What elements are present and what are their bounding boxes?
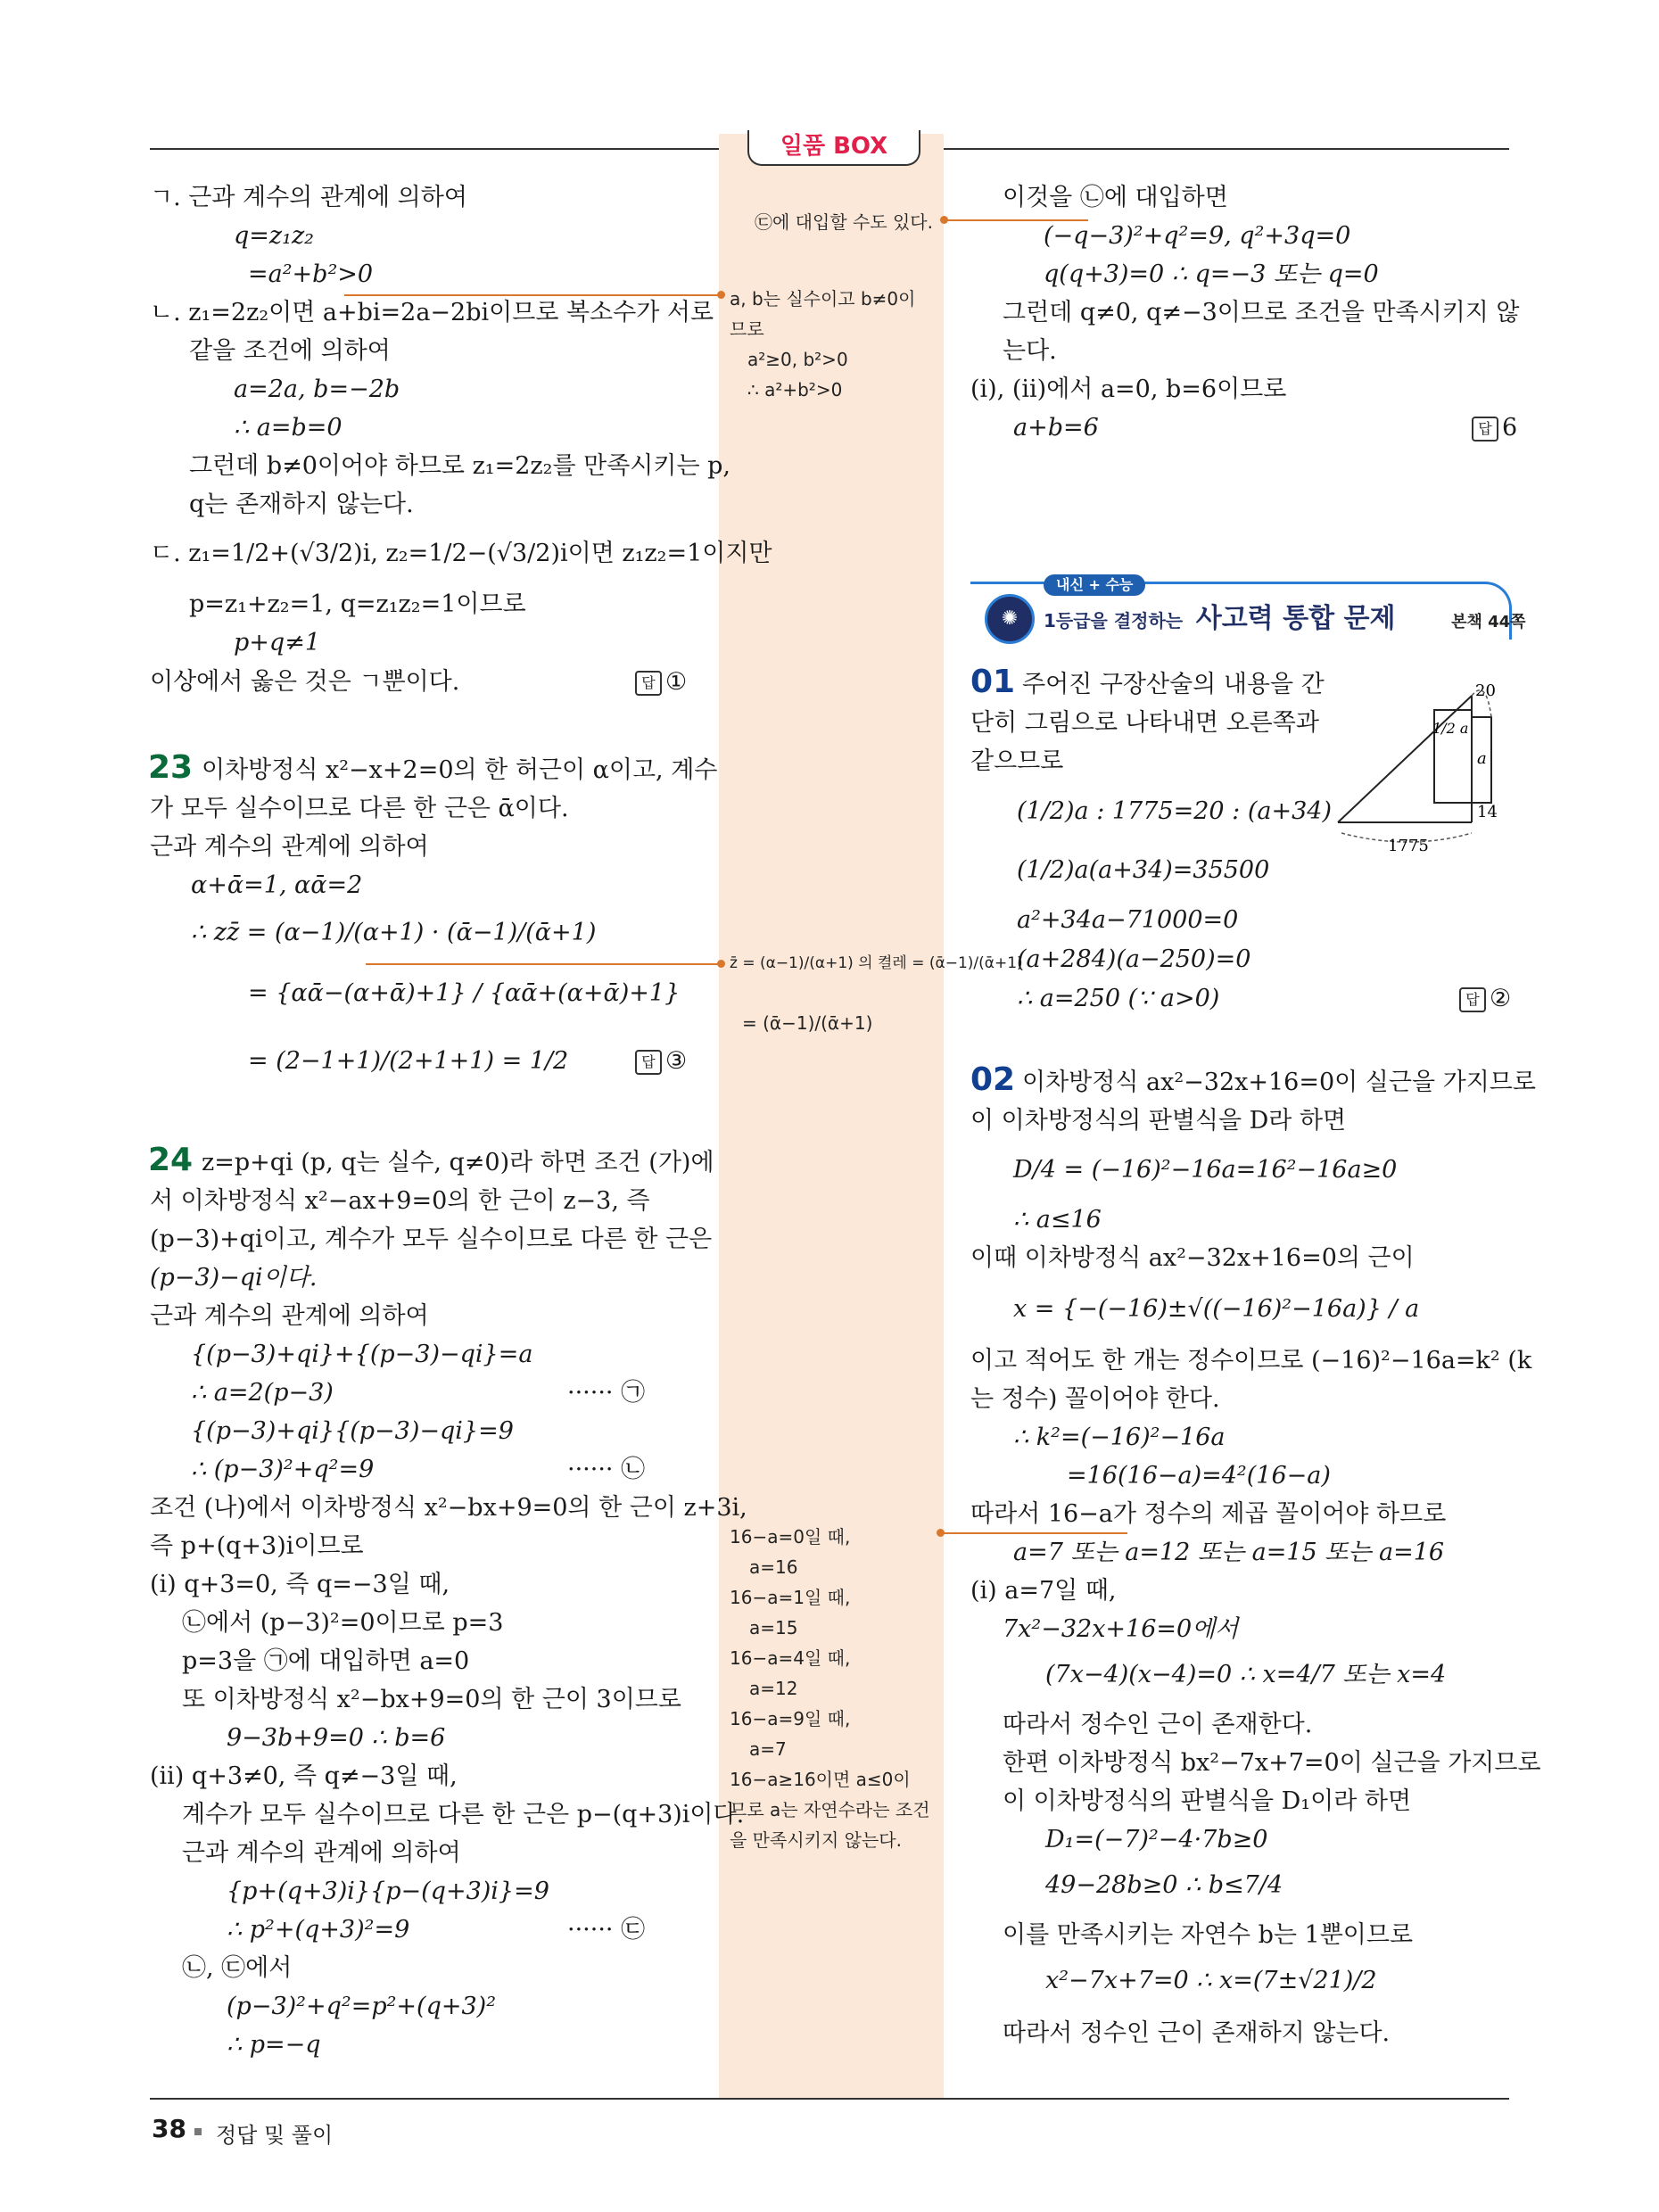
banner-subtitle: 1등급을 결정하는 (1044, 610, 1184, 631)
brain-icon: ✺ (985, 594, 1035, 644)
side-note: a=15 (749, 1617, 798, 1638)
side-note: ㉢에 대입할 수도 있다. (755, 211, 933, 233)
text-line: 같을 조건에 의하여 (189, 337, 391, 365)
math-line: (p−3)²+q²=p²+(q+3)² (227, 1993, 497, 2020)
answer-icon: 답 (1472, 417, 1498, 442)
answer-mark (1472, 414, 1517, 442)
text-line: 따라서 16−a가 정수의 제곱 꼴이어야 하므로 (970, 1500, 1447, 1528)
text-line: ㉡, ㉢에서 (182, 1954, 293, 1982)
text-line: 그런데 b≠0이어야 하므로 z₁=2z₂를 만족시키는 p, (189, 452, 730, 480)
math-line: (p−3)−qi이다. (150, 1264, 318, 1292)
figure-label-14: 14 (1477, 803, 1498, 821)
text-line: 이를 만족시키는 자연수 b는 1뿐이므로 (1003, 1921, 1414, 1949)
math-line: =a²+b²>0 (248, 260, 374, 288)
math-line: (7x−4)(x−4)=0 ∴ x=4/7 또는 x=4 (1045, 1661, 1447, 1688)
text-line: ㄱ. 근과 계수의 관계에 의하여 (150, 184, 467, 211)
text-line: 가 모두 실수이므로 다른 한 근은 ᾱ이다. (150, 795, 569, 822)
side-note: = (ᾱ−1)/(ᾱ+1) (742, 1012, 873, 1034)
side-note: 16−a=0일 때, (730, 1526, 851, 1548)
math-line: (1/2)a(a+34)=35500 (1017, 856, 1270, 884)
leader-line (940, 1532, 1127, 1534)
text-line: 계수가 모두 실수이므로 다른 한 근은 p−(q+3)i이다. (182, 1801, 745, 1828)
bottom-rule (150, 2098, 1509, 2100)
text-line: 이차방정식 ax²−32x+16=0이 실근을 가지므로 (1022, 1069, 1536, 1096)
text-line: 또 이차방정식 x²−bx+9=0의 한 근이 3이므로 (182, 1686, 681, 1713)
math-line: (−q−3)²+q²=9, q²+3q=0 (1044, 222, 1351, 250)
math-line: D/4 = (−16)²−16a=16²−16a≥0 (1013, 1156, 1398, 1184)
math-line: ∴ a=2(p−3) (191, 1379, 334, 1407)
math-line: ∴ zz̄ = (α−1)/(α+1) · (ᾱ−1)/(ᾱ+1) (191, 919, 597, 946)
text-line: 그런데 q≠0, q≠−3이므로 조건을 만족시키지 않 (1003, 299, 1520, 326)
answer-value: ③ (665, 1047, 688, 1075)
answer-mark (1459, 985, 1511, 1012)
text-line: ㉡에서 (p−3)²=0이므로 p=3 (182, 1609, 504, 1637)
text-line: 서 이차방정식 x²−ax+9=0의 한 근이 z−3, 즉 (150, 1187, 650, 1215)
text-line: 즉 p+(q+3)i이므로 (150, 1532, 364, 1560)
math-line: {(p−3)+qi}+{(p−3)−qi}=a (191, 1341, 533, 1368)
side-note: 므로 (730, 318, 764, 340)
side-note: 16−a=9일 때, (730, 1708, 851, 1729)
square-bullet-icon (194, 2128, 202, 2135)
text-line: (p−3)+qi이고, 계수가 모두 실수이므로 다른 한 근은 (150, 1226, 713, 1253)
math-line: x²−7x+7=0 ∴ x=(7±√21)/2 (1045, 1967, 1377, 1994)
figure-label-a: a (1477, 749, 1487, 768)
math-line: D₁=(−7)²−4·7b≥0 (1045, 1826, 1268, 1853)
math-line: ∴ p=−q (227, 2031, 321, 2059)
text-line: p=z₁+z₂=1, q=z₁z₂=1이므로 (189, 590, 526, 618)
side-note: 므로 a는 자연수라는 조건 (730, 1799, 930, 1820)
leader-line (344, 294, 722, 296)
leader-dot (940, 216, 948, 224)
figure-label-1775: 1775 (1388, 837, 1429, 855)
math-line: q(q+3)=0 ∴ q=−3 또는 q=0 (1044, 260, 1379, 288)
math-line: (1/2)a : 1775=20 : (a+34) (1017, 797, 1332, 825)
page-number: 38 (152, 2114, 186, 2143)
equation-marker: ······ ㉡ (567, 1456, 646, 1483)
text-line: 이때 이차방정식 ax²−32x+16=0의 근이 (970, 1244, 1415, 1272)
leader-dot (717, 291, 725, 299)
answer-mark (635, 1047, 687, 1075)
text-line: 따라서 정수인 근이 존재하지 않는다. (1003, 2019, 1391, 2047)
text-line: 근과 계수의 관계에 의하여 (182, 1839, 461, 1867)
leader-dot (717, 960, 725, 968)
text-line: (i) a=7일 때, (970, 1577, 1117, 1605)
text-line: 단히 그림으로 나타내면 오른쪽과 (970, 709, 1319, 737)
math-line: a²+34a−71000=0 (1017, 906, 1239, 934)
math-line: 7x²−32x+16=0에서 (1003, 1615, 1239, 1643)
math-line: = (2−1+1)/(2+1+1) = 1/2 (248, 1047, 569, 1075)
text-line: 이 이차방정식의 판별식을 D₁이라 하면 (1003, 1787, 1412, 1815)
math-line: (a+284)(a−250)=0 (1017, 945, 1251, 973)
side-note: a=12 (749, 1678, 798, 1699)
banner-ref: 본책 44쪽 (1451, 613, 1526, 631)
text-line: 근과 계수의 관계에 의하여 (150, 833, 429, 861)
math-line: p+q≠1 (234, 629, 320, 656)
text-line: (ii) q+3≠0, 즉 q≠−3일 때, (150, 1762, 458, 1790)
text-line: 조건 (나)에서 이차방정식 x²−bx+9=0의 한 근이 z+3i, (150, 1494, 747, 1522)
text-line: 는 정수) 꼴이어야 한다. (970, 1385, 1220, 1413)
answer-icon: 답 (1459, 987, 1486, 1012)
text-line: (i) q+3=0, 즉 q=−3일 때, (150, 1571, 450, 1598)
answer-icon: 답 (635, 671, 662, 696)
equation-marker: ······ ㉢ (567, 1916, 646, 1944)
figure-label-half-a: 1/2 a (1432, 720, 1469, 737)
side-note: ∴ a²+b²>0 (747, 379, 843, 400)
math-line: 49−28b≥0 ∴ b≤7/4 (1045, 1871, 1283, 1899)
problem-number: 23 (148, 749, 194, 786)
text-line: 이 이차방정식의 판별식을 D라 하면 (970, 1107, 1347, 1135)
math-line: ∴ k²=(−16)²−16a (1013, 1424, 1226, 1451)
math-line: ∴ p²+(q+3)²=9 (227, 1916, 410, 1944)
text-line: ㄴ. z₁=2z₂이면 a+bi=2a−2bi이므로 복소수가 서로 (150, 299, 714, 326)
math-line: α+ᾱ=1, αᾱ=2 (191, 871, 363, 899)
side-note: a=16 (749, 1556, 798, 1578)
box-title: 일품 BOX (747, 130, 920, 166)
text-line: 는다. (1003, 337, 1057, 365)
text-line: 주어진 구장산술의 내용을 간 (1022, 671, 1325, 698)
text-line: 근과 계수의 관계에 의하여 (150, 1302, 429, 1330)
text-line: 이차방정식 x²−x+2=0의 한 허근이 α이고, 계수 (202, 756, 718, 784)
side-note: a²≥0, b²>0 (747, 349, 848, 370)
figure-label-20: 20 (1475, 681, 1496, 700)
banner-title (1044, 596, 1526, 635)
text-line: 이상에서 옳은 것은 ㄱ뿐이다. (150, 668, 460, 696)
problem-number: 01 (970, 664, 1016, 700)
math-line: ∴ (p−3)²+q²=9 (191, 1456, 375, 1483)
math-line: =16(16−a)=4²(16−a) (1067, 1462, 1331, 1490)
text-line: ㄷ. z₁=1/2+(√3/2)i, z₂=1/2−(√3/2)i이면 z₁z₂=1이지만 (150, 540, 772, 567)
math-line: q=z₁z₂ (234, 222, 315, 250)
text-line: q는 존재하지 않는다. (189, 491, 414, 518)
math-line: ∴ a=b=0 (234, 414, 343, 442)
math-line: ∴ a=250 (∵ a>0) (1017, 985, 1220, 1012)
answer-icon: 답 (635, 1050, 662, 1075)
side-note: a, b는 실수이고 b≠0이 (730, 288, 916, 310)
text-line: 같으므로 (970, 747, 1064, 775)
problem-number: 02 (970, 1061, 1016, 1098)
math-line: x = {−(−16)±√((−16)²−16a)} / a (1013, 1295, 1420, 1323)
answer-value: ① (665, 668, 688, 696)
banner-main-title: 사고력 통합 문제 (1195, 603, 1396, 634)
side-note: 16−a≥16이면 a≤0이 (730, 1769, 911, 1790)
leader-dot (937, 1529, 945, 1537)
answer-value: 6 (1502, 414, 1518, 442)
answer-mark (635, 668, 687, 696)
side-note: z̄ = (α−1)/(α+1) 의 켤레 = (ᾱ−1)/(ᾱ+1) (730, 954, 1023, 972)
math-line: {p+(q+3)i}{p−(q+3)i}=9 (227, 1878, 549, 1905)
answer-value: ② (1490, 985, 1512, 1012)
text-line: (i), (ii)에서 a=0, b=6이므로 (970, 376, 1287, 403)
text-line: z=p+qi (p, q는 실수, q≠0)라 하면 조건 (가)에 (202, 1149, 714, 1176)
math-line: a=2a, b=−2b (234, 376, 400, 403)
math-line: = {αᾱ−(α+ᾱ)+1} / {αᾱ+(α+ᾱ)+1} (248, 979, 681, 1007)
math-line: {(p−3)+qi}{(p−3)−qi}=9 (191, 1417, 514, 1445)
geometry-figure (1329, 660, 1516, 865)
math-line: a=7 또는 a=12 또는 a=15 또는 a=16 (1013, 1539, 1445, 1566)
side-note: a=7 (749, 1738, 787, 1760)
text-line: 이것을 ㉡에 대입하면 (1003, 184, 1228, 211)
banner-badge: 내신 + 수능 (1044, 574, 1145, 596)
side-note: 16−a=4일 때, (730, 1647, 851, 1669)
leader-line (945, 219, 1088, 221)
math-line: ∴ a≤16 (1013, 1206, 1102, 1234)
text-line: 한편 이차방정식 bx²−7x+7=0이 실근을 가지므로 (1003, 1749, 1541, 1777)
text-line: 따라서 정수인 근이 존재한다. (1003, 1711, 1313, 1738)
side-note: 16−a=1일 때, (730, 1587, 851, 1608)
side-note: 을 만족시키지 않는다. (730, 1829, 902, 1851)
text-line: 이고 적어도 한 개는 정수이므로 (−16)²−16a=k² (k (970, 1347, 1532, 1374)
leader-line (366, 963, 722, 965)
footer-section: 정답 및 풀이 (216, 2123, 334, 2148)
problem-number: 24 (148, 1142, 194, 1178)
text-line: p=3을 ㉠에 대입하면 a=0 (182, 1647, 470, 1675)
math-line: a+b=6 (1013, 414, 1099, 442)
equation-marker: ······ ㉠ (567, 1379, 646, 1407)
math-line: 9−3b+9=0 ∴ b=6 (227, 1724, 446, 1752)
